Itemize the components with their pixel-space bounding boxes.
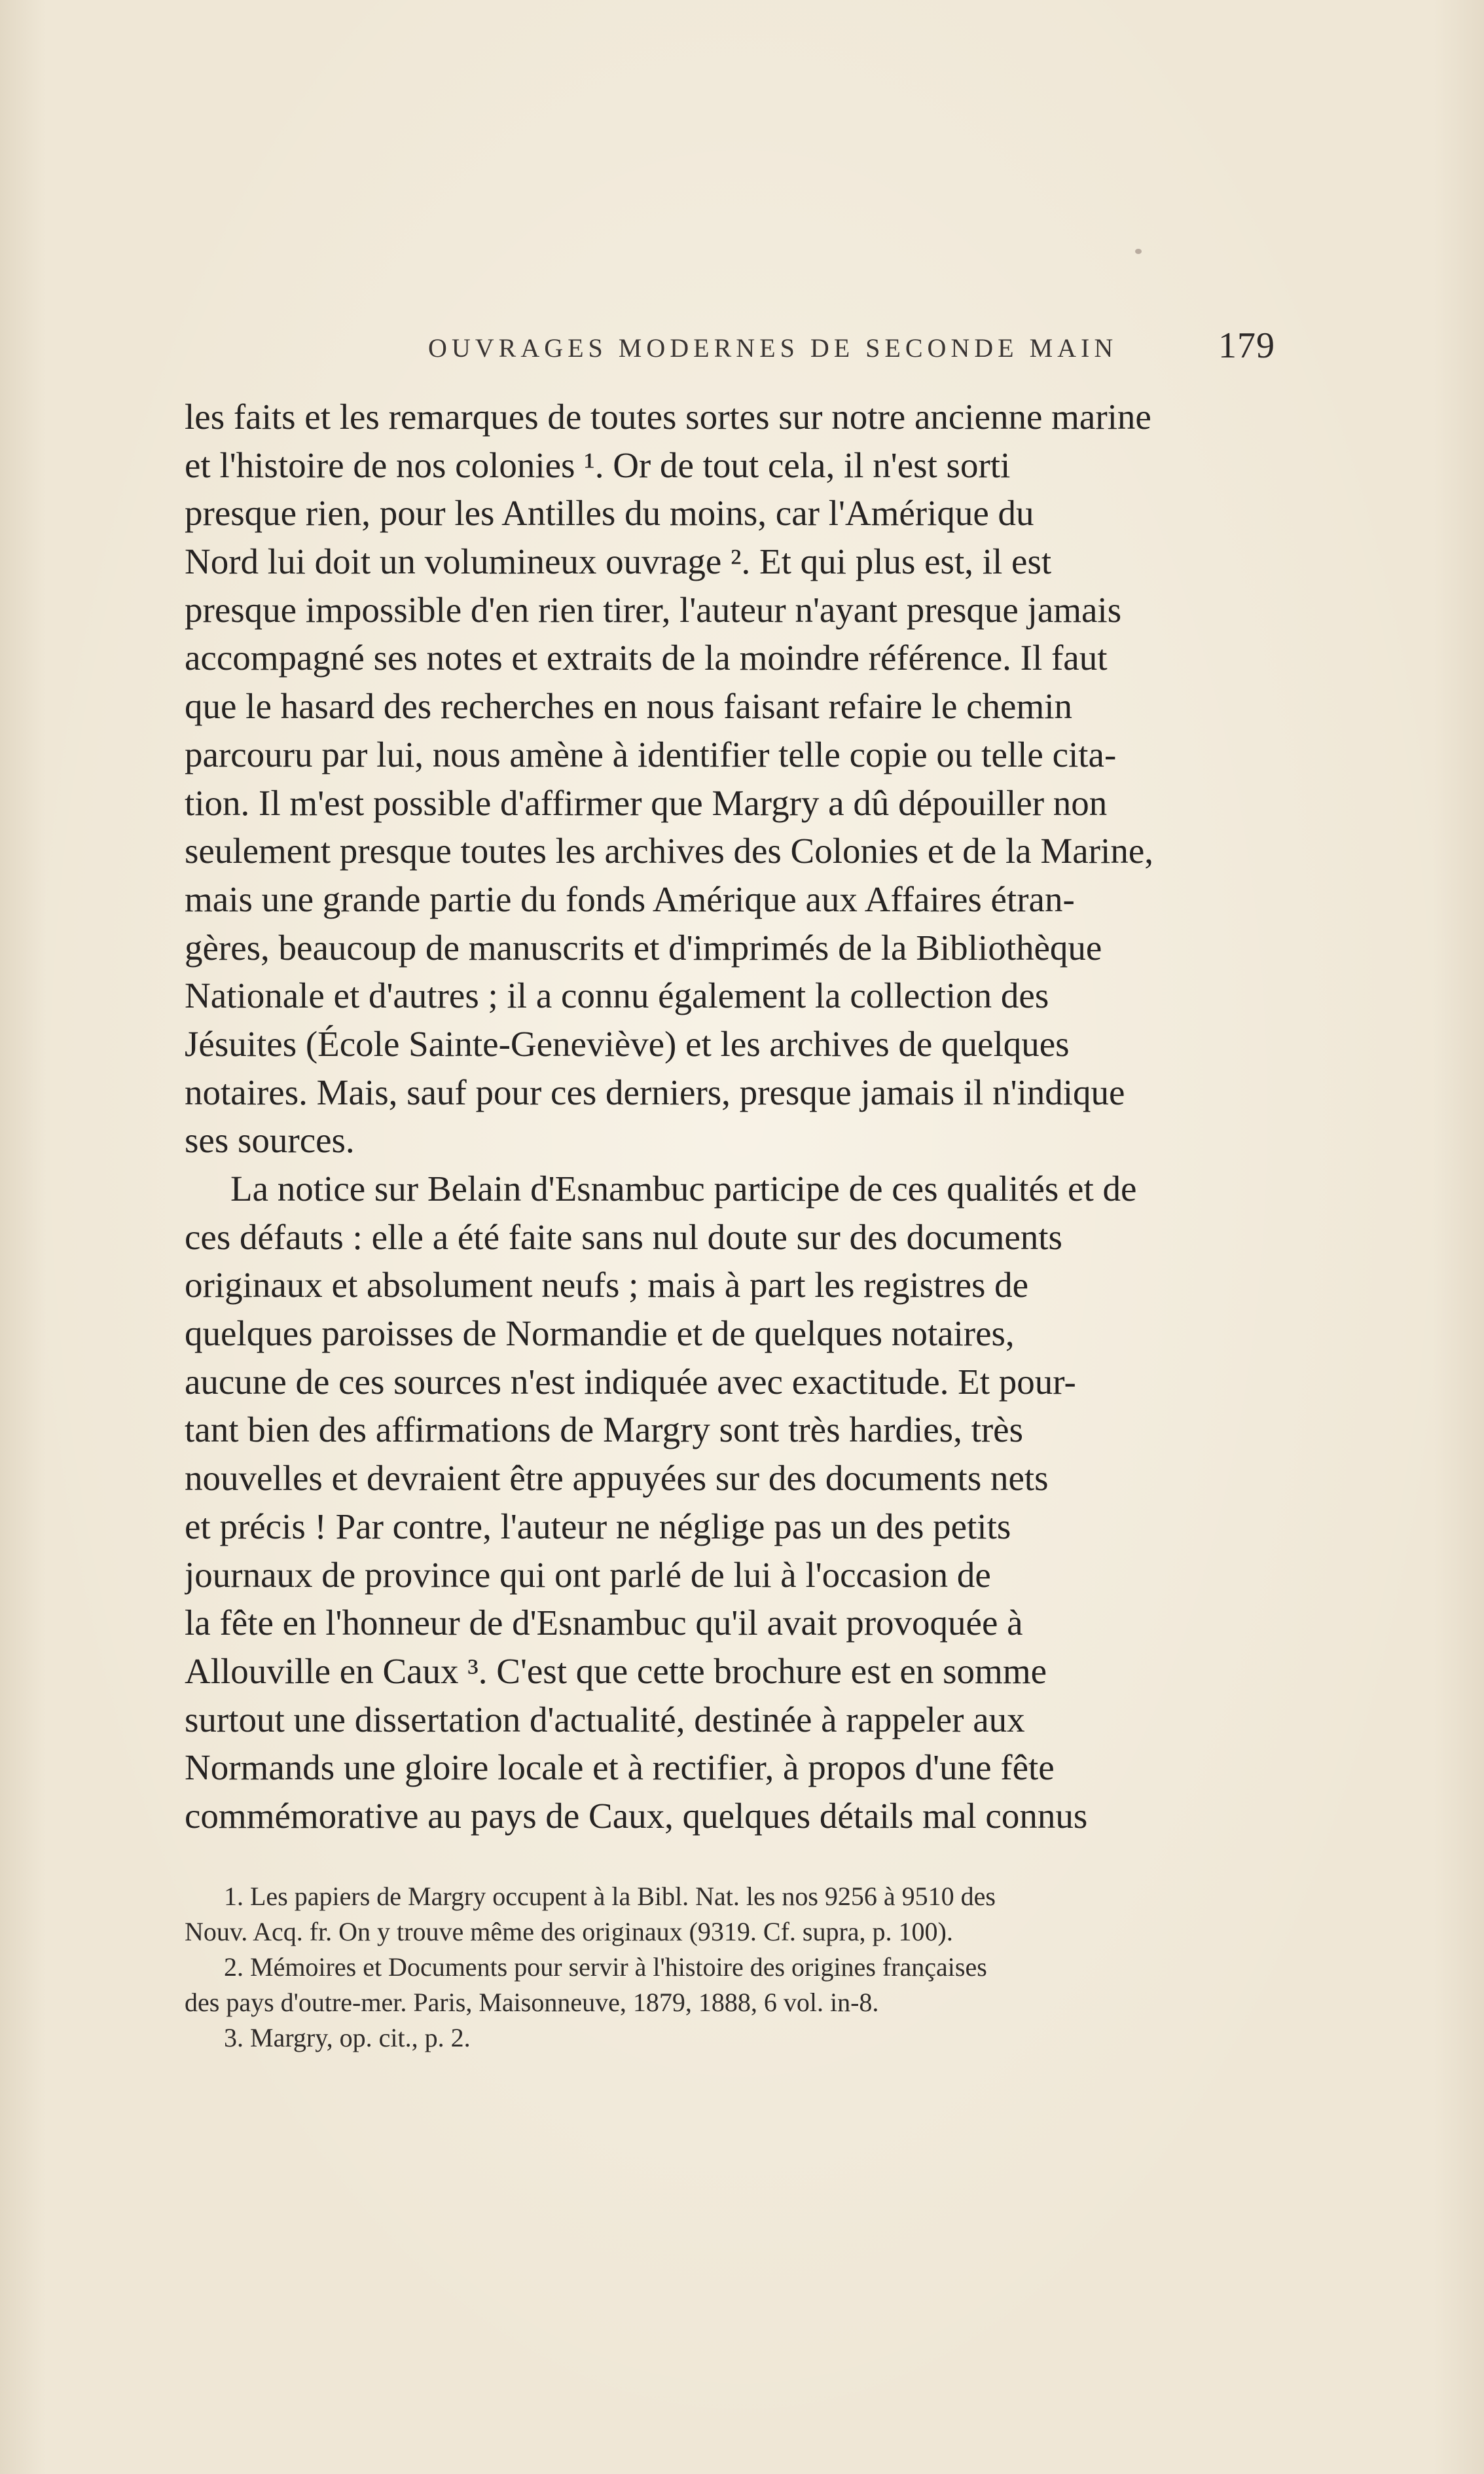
text-line: Jésuites (École Sainte-Geneviève) et les archives de quelques [185,1023,1070,1064]
text-line: Nationale et d'autres ; il a connu également la collection des [185,975,1049,1016]
text-line: presque impossible d'en rien tirer, l'auteur n'ayant presque jamais [185,589,1122,630]
text-line: nouvelles et devraient être appuyées sur des documents nets [185,1458,1049,1499]
running-title: OUVRAGES MODERNES DE SECONDE MAIN [428,333,1118,363]
text-line: quelques paroisses de Normandie et de quelques notaires, [185,1313,1015,1354]
footnotes [185,1879,1275,2056]
text-line: surtout une dissertation d'actualité, destinée à rappeler aux [185,1699,1025,1739]
footnote-2: 2. Mémoires et Documents pour servir à l'histoire des origines françaises [224,1952,987,1982]
footnote-3: 3. Margry, op. cit., p. 2. [224,2023,471,2052]
text-line: Normands une gloire locale et à rectifier, à propos d'une fête [185,1747,1055,1788]
text-line: seulement presque toutes les archives des Colonies et de la Marine, [185,831,1153,871]
page-header [185,327,1275,373]
text-line: journaux de province qui ont parlé de lui à l'occasion de [185,1554,991,1595]
footnote-1-continued: Nouv. Acq. fr. On y trouve même des originaux (9319. Cf. supra, p. 100). [185,1917,953,1946]
text-line: accompagné ses notes et extraits de la moindre référence. Il faut [185,638,1108,678]
text-line: tion. Il m'est possible d'affirmer que Margry a dû dépouiller non [185,782,1108,823]
text-line: Nord lui doit un volumineux ouvrage ². Et qui plus est, il est [185,541,1052,582]
text-line: et l'histoire de nos colonies ¹. Or de tout cela, il n'est sorti [185,445,1011,485]
text-line: ses sources. [185,1120,355,1161]
main-text [185,393,1275,1840]
text-line: parcouru par lui, nous amène à identifier telle copie ou telle cita- [185,734,1117,774]
text-line: tant bien des affirmations de Margry sont très hardies, très [185,1410,1023,1450]
text-line: les faits et les remarques de toutes sortes sur notre ancienne marine [185,397,1151,437]
text-line: Allouville en Caux ³. C'est que cette brochure est en somme [185,1650,1047,1691]
text-line: notaires. Mais, sauf pour ces derniers, presque jamais il n'indique [185,1072,1125,1112]
footnote-1: 1. Les papiers de Margry occupent à la Bibl. Nat. les nos 9256 à 9510 des [224,1882,996,1911]
paragraph-start-line: La notice sur Belain d'Esnambuc participe de ces qualités et de [230,1169,1137,1209]
text-line: la fête en l'honneur de d'Esnambuc qu'il avait provoquée à [185,1603,1023,1643]
text-line: mais une grande partie du fonds Amérique aux Affaires étran- [185,879,1075,919]
page-number: 179 [1218,325,1275,366]
footnote-2-continued: des pays d'outre-mer. Paris, Maisonneuve, 1879, 1888, 6 vol. in-8. [185,1988,879,2017]
text-line: que le hasard des recherches en nous faisant refaire le chemin [185,686,1073,727]
text-line: gères, beaucoup de manuscrits et d'imprimés de la Bibliothèque [185,927,1102,968]
text-line: commémorative au pays de Caux, quelques détails mal connus [185,1795,1088,1836]
ink-speck [1135,249,1142,254]
text-line: et précis ! Par contre, l'auteur ne néglige pas un des petits [185,1506,1011,1546]
text-line: originaux et absolument neufs ; mais à part les registres de [185,1265,1029,1305]
text-line: aucune de ces sources n'est indiquée avec exactitude. Et pour- [185,1361,1076,1402]
text-line: ces défauts : elle a été faite sans nul doute sur des documents [185,1216,1062,1257]
text-line: presque rien, pour les Antilles du moins, car l'Amérique du [185,493,1034,534]
